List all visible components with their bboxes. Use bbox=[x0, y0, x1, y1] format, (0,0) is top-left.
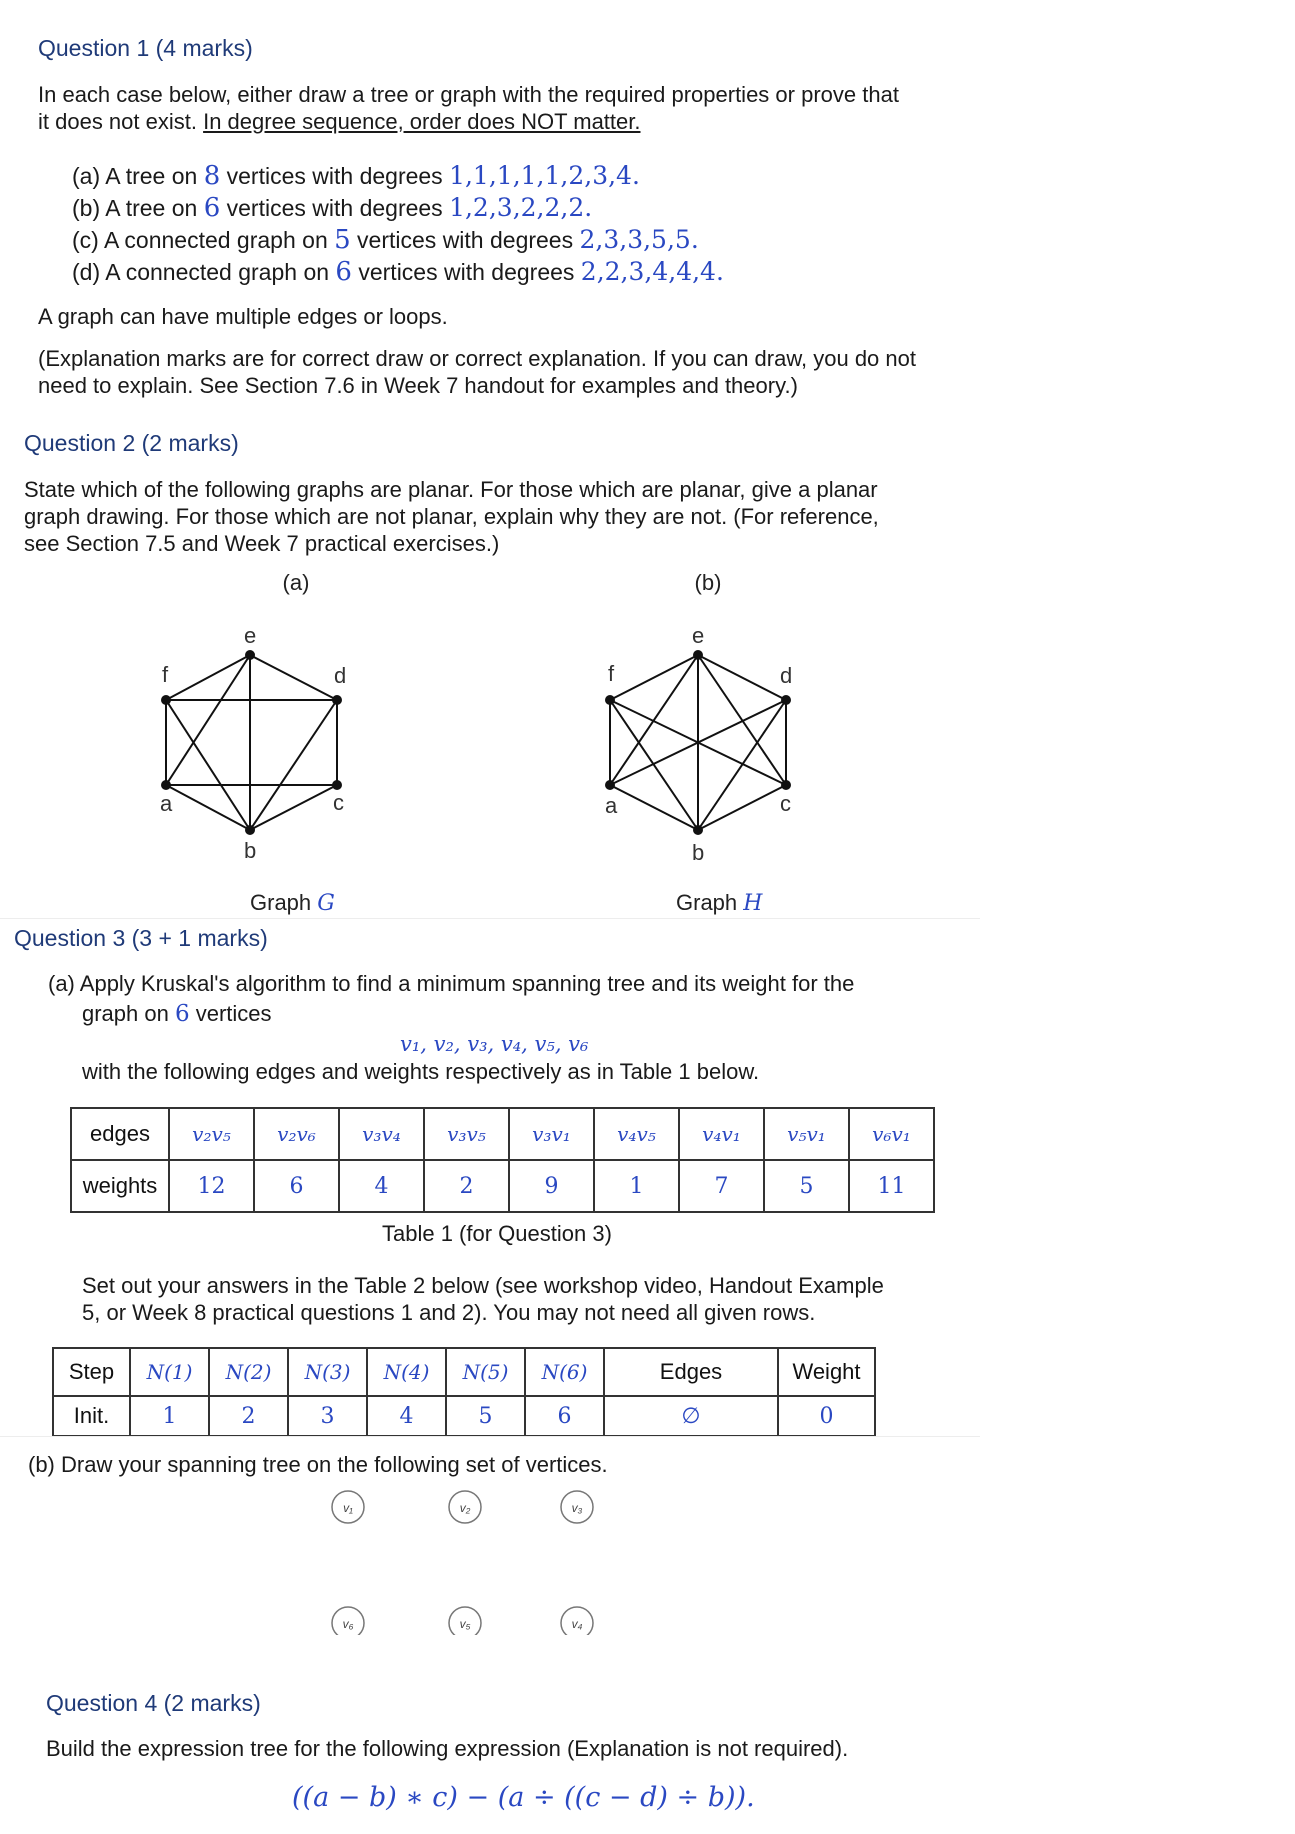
q1-item-b-prefix: (b) A tree on bbox=[72, 195, 204, 221]
vertex-e bbox=[693, 650, 703, 660]
q1-item-a-mid: vertices with degrees bbox=[220, 163, 450, 189]
table-2-cell: 5 bbox=[446, 1396, 525, 1436]
graph-g-caption-text: Graph bbox=[250, 890, 318, 915]
vertex-v4-label: v₄ bbox=[571, 1617, 583, 1631]
table-1-weights-row bbox=[71, 1160, 934, 1212]
graph-g-label: (a) bbox=[282, 570, 310, 595]
q1-item-a bbox=[72, 160, 724, 192]
q3-part-a-pre: graph on bbox=[82, 1001, 175, 1026]
divider bbox=[0, 1436, 980, 1437]
q1-intro-underlined: In degree sequence, order does NOT matter. bbox=[203, 109, 641, 134]
table-2-cell: 3 bbox=[288, 1396, 367, 1436]
q1-item-b-n: 6 bbox=[203, 193, 221, 223]
graph-g-edges bbox=[166, 655, 337, 830]
label-a: a bbox=[160, 791, 173, 816]
label-b: b bbox=[692, 840, 705, 865]
graph-h-caption bbox=[676, 890, 763, 916]
q1-item-c-prefix: (c) A connected graph on bbox=[72, 227, 335, 253]
table-2-header: Step bbox=[53, 1348, 130, 1396]
q1-item-d-mid: vertices with degrees bbox=[351, 259, 581, 285]
table-1-edge: v₃v₁ bbox=[509, 1108, 594, 1160]
graph-g-vertices bbox=[161, 650, 342, 835]
table-1-edge: v₅v₁ bbox=[764, 1108, 849, 1160]
table-2-header bbox=[367, 1348, 446, 1396]
graph-h-caption-text: Graph bbox=[676, 890, 744, 915]
table-1-weight: 4 bbox=[339, 1160, 424, 1212]
q1-explanation bbox=[38, 345, 1018, 399]
table-2-header: Edges bbox=[604, 1348, 778, 1396]
q1-explanation-line1: (Explanation marks are for correct draw or correct explanation. If you can draw, you do not bbox=[38, 346, 916, 371]
vertex-d bbox=[781, 695, 791, 705]
table-2-header-text: N(3) bbox=[304, 1360, 351, 1384]
table-1-weight: 12 bbox=[169, 1160, 254, 1212]
edge-e-d bbox=[698, 655, 786, 700]
table-1-edge: v₃v₄ bbox=[339, 1108, 424, 1160]
vertex-d bbox=[332, 695, 342, 705]
table-1-row-label: weights bbox=[71, 1160, 169, 1212]
q1-item-b-mid: vertices with degrees bbox=[220, 195, 450, 221]
vertex-e bbox=[245, 650, 255, 660]
q1-item-c-n: 5 bbox=[334, 225, 351, 255]
q1-intro-text: it does not exist. bbox=[38, 109, 204, 134]
table-2-cell: 6 bbox=[525, 1396, 604, 1436]
table-1-edge: v₄v₅ bbox=[594, 1108, 679, 1160]
table-2-cell: Init. bbox=[53, 1396, 130, 1436]
table-1-weight: 5 bbox=[764, 1160, 849, 1212]
q1-item-d-seq: 2,2,3,4,4,4. bbox=[580, 257, 724, 286]
q4-expression: ((a − b) ∗ c) − (a ÷ ((c − d) ÷ b)). bbox=[292, 1782, 755, 1813]
table-1-edge: v₄v₁ bbox=[679, 1108, 764, 1160]
table-2-header-row bbox=[53, 1348, 875, 1396]
graph-g-caption bbox=[250, 890, 335, 916]
q3-part-b: (b) Draw your spanning tree on the following set of vertices. bbox=[28, 1452, 608, 1477]
q1-items bbox=[72, 160, 724, 288]
table-2-cell: 0 bbox=[778, 1396, 875, 1436]
table-1-edge: v₂v₅ bbox=[169, 1108, 254, 1160]
q2-text-line2: graph drawing. For those which are not planar, explain why they are not. (For reference, bbox=[24, 504, 879, 529]
q3-part-a-post: vertices bbox=[189, 1001, 272, 1026]
table-1-weight: 2 bbox=[424, 1160, 509, 1212]
graph-h bbox=[605, 570, 792, 916]
label-d: d bbox=[780, 663, 793, 688]
table-2-header-text: N(5) bbox=[462, 1360, 509, 1384]
vertex-v1-label: v₁ bbox=[343, 1501, 353, 1515]
table-1-edge: v₃v₅ bbox=[424, 1108, 509, 1160]
vertex-b bbox=[245, 825, 255, 835]
edge-f-e bbox=[166, 655, 250, 700]
table-1-edge: v₂v₆ bbox=[254, 1108, 339, 1160]
table-1-weight: 1 bbox=[594, 1160, 679, 1212]
table-1-row-label: edges bbox=[71, 1108, 169, 1160]
q1-intro bbox=[38, 81, 1018, 135]
q4-text: Build the expression tree for the following expression (Explanation is not required). bbox=[46, 1736, 849, 1761]
q1-item-d bbox=[72, 256, 724, 288]
edge-e-d bbox=[250, 655, 337, 700]
table-2 bbox=[52, 1347, 876, 1437]
graph-h-label: (b) bbox=[694, 570, 722, 595]
q1-item-c bbox=[72, 224, 724, 256]
table-1 bbox=[70, 1107, 935, 1213]
table-2-header bbox=[130, 1348, 209, 1396]
q1-explanation-line2: need to explain. See Section 7.6 in Week 7 handout for examples and theory.) bbox=[38, 373, 798, 398]
vertex-a bbox=[605, 780, 615, 790]
q1-item-a-seq: 1,1,1,1,1,2,3,4. bbox=[449, 161, 640, 190]
q1-item-d-n: 6 bbox=[335, 257, 352, 287]
table-1-weight: 6 bbox=[254, 1160, 339, 1212]
divider bbox=[0, 918, 980, 919]
graph-h-caption-var: H bbox=[743, 891, 763, 916]
table-1-edges-row bbox=[71, 1108, 934, 1160]
table-2-header bbox=[209, 1348, 288, 1396]
table-2-header bbox=[446, 1348, 525, 1396]
table-1-caption: Table 1 (for Question 3) bbox=[382, 1221, 612, 1246]
q1-intro-line1: In each case below, either draw a tree or graph with the required properties or prove that bbox=[38, 82, 899, 107]
label-b: b bbox=[244, 838, 257, 863]
label-d: d bbox=[334, 663, 347, 688]
q1-item-b-seq: 1,2,3,2,2,2. bbox=[449, 193, 593, 222]
table-1-weight: 9 bbox=[509, 1160, 594, 1212]
vertex-v3-label: v₃ bbox=[571, 1501, 583, 1515]
vertex-v2-label: v₂ bbox=[459, 1501, 471, 1515]
q3-setout-line2: 5, or Week 8 practical questions 1 and 2). You may not need all given rows. bbox=[82, 1300, 816, 1325]
label-a: a bbox=[605, 793, 618, 818]
q1-item-c-mid: vertices with degrees bbox=[350, 227, 580, 253]
vertex-b bbox=[693, 825, 703, 835]
q3-vertex-list: v₁, v₂, v₃, v₄, v₅, v₆ bbox=[400, 1032, 589, 1056]
table-2-cell: 4 bbox=[367, 1396, 446, 1436]
q3-setout-line1: Set out your answers in the Table 2 below (see workshop video, Handout Example bbox=[82, 1273, 884, 1298]
label-c: c bbox=[780, 791, 791, 816]
q2-graphs bbox=[0, 560, 1000, 920]
q3-edges-line: with the following edges and weights respectively as in Table 1 below. bbox=[82, 1059, 760, 1084]
q3-part-a-line1: (a) Apply Kruskal's algorithm to find a minimum spanning tree and its weight for the bbox=[48, 971, 855, 996]
label-f: f bbox=[608, 661, 615, 686]
edge-c-b bbox=[698, 785, 786, 830]
vertex-v5-label: v₅ bbox=[459, 1617, 471, 1631]
table-2-header-text: N(6) bbox=[541, 1360, 588, 1384]
q3-part-a-line2 bbox=[48, 1000, 1008, 1028]
vertex-f bbox=[605, 695, 615, 705]
vertex-v6-label: v₆ bbox=[342, 1617, 354, 1631]
label-c: c bbox=[333, 790, 344, 815]
label-f: f bbox=[162, 662, 169, 687]
graph-h-edges bbox=[610, 655, 786, 830]
graph-g-caption-var: G bbox=[317, 891, 335, 916]
table-2-header-text: N(4) bbox=[383, 1360, 430, 1384]
q3-part-a bbox=[48, 970, 1008, 1028]
vertex-c bbox=[781, 780, 791, 790]
table-2-init-row bbox=[53, 1396, 875, 1436]
table-1-weight: 11 bbox=[849, 1160, 934, 1212]
q1-heading: Question 1 (4 marks) bbox=[38, 35, 253, 61]
q2-text bbox=[24, 476, 1004, 557]
table-2-header bbox=[288, 1348, 367, 1396]
q1-item-a-n: 8 bbox=[203, 161, 221, 191]
edge-b-a bbox=[610, 785, 698, 830]
table-1-weight: 7 bbox=[679, 1160, 764, 1212]
q1-item-a-prefix: (a) A tree on bbox=[72, 163, 204, 189]
q2-text-line1: State which of the following graphs are planar. For those which are planar, give a planar bbox=[24, 477, 878, 502]
q4-heading: Question 4 (2 marks) bbox=[46, 1690, 261, 1716]
q3-heading: Question 3 (3 + 1 marks) bbox=[14, 925, 268, 951]
table-2-cell: ∅ bbox=[604, 1396, 778, 1436]
table-2-cell: 2 bbox=[209, 1396, 288, 1436]
q2-text-line3: see Section 7.5 and Week 7 practical exercises.) bbox=[24, 531, 500, 556]
table-2-header bbox=[525, 1348, 604, 1396]
label-e: e bbox=[244, 623, 257, 648]
edge-b-a bbox=[166, 785, 250, 830]
q1-item-b bbox=[72, 192, 724, 224]
q3-part-a-n: 6 bbox=[174, 1001, 190, 1027]
label-e: e bbox=[692, 623, 705, 648]
edge-f-e bbox=[610, 655, 698, 700]
table-2-header-text: N(2) bbox=[225, 1360, 272, 1384]
q1-intro-line2 bbox=[38, 108, 1018, 135]
q3-setout bbox=[82, 1272, 982, 1326]
edge-d-b bbox=[250, 700, 337, 830]
table-2-cell: 1 bbox=[130, 1396, 209, 1436]
q1-item-d-prefix: (d) A connected graph on bbox=[72, 259, 336, 285]
edge-c-b bbox=[250, 785, 337, 830]
q1-item-c-seq: 2,3,3,5,5. bbox=[579, 225, 699, 254]
table-2-header: Weight bbox=[778, 1348, 875, 1396]
vertex-f bbox=[161, 695, 171, 705]
q2-heading: Question 2 (2 marks) bbox=[24, 430, 239, 456]
table-1-edge: v₆v₁ bbox=[849, 1108, 934, 1160]
q3-vertex-set bbox=[320, 1485, 610, 1635]
q1-note: A graph can have multiple edges or loops. bbox=[38, 304, 448, 329]
vertex-a bbox=[161, 780, 171, 790]
table-2-header-text: N(1) bbox=[146, 1360, 193, 1384]
vertex-c bbox=[332, 780, 342, 790]
graph-g bbox=[160, 570, 346, 916]
